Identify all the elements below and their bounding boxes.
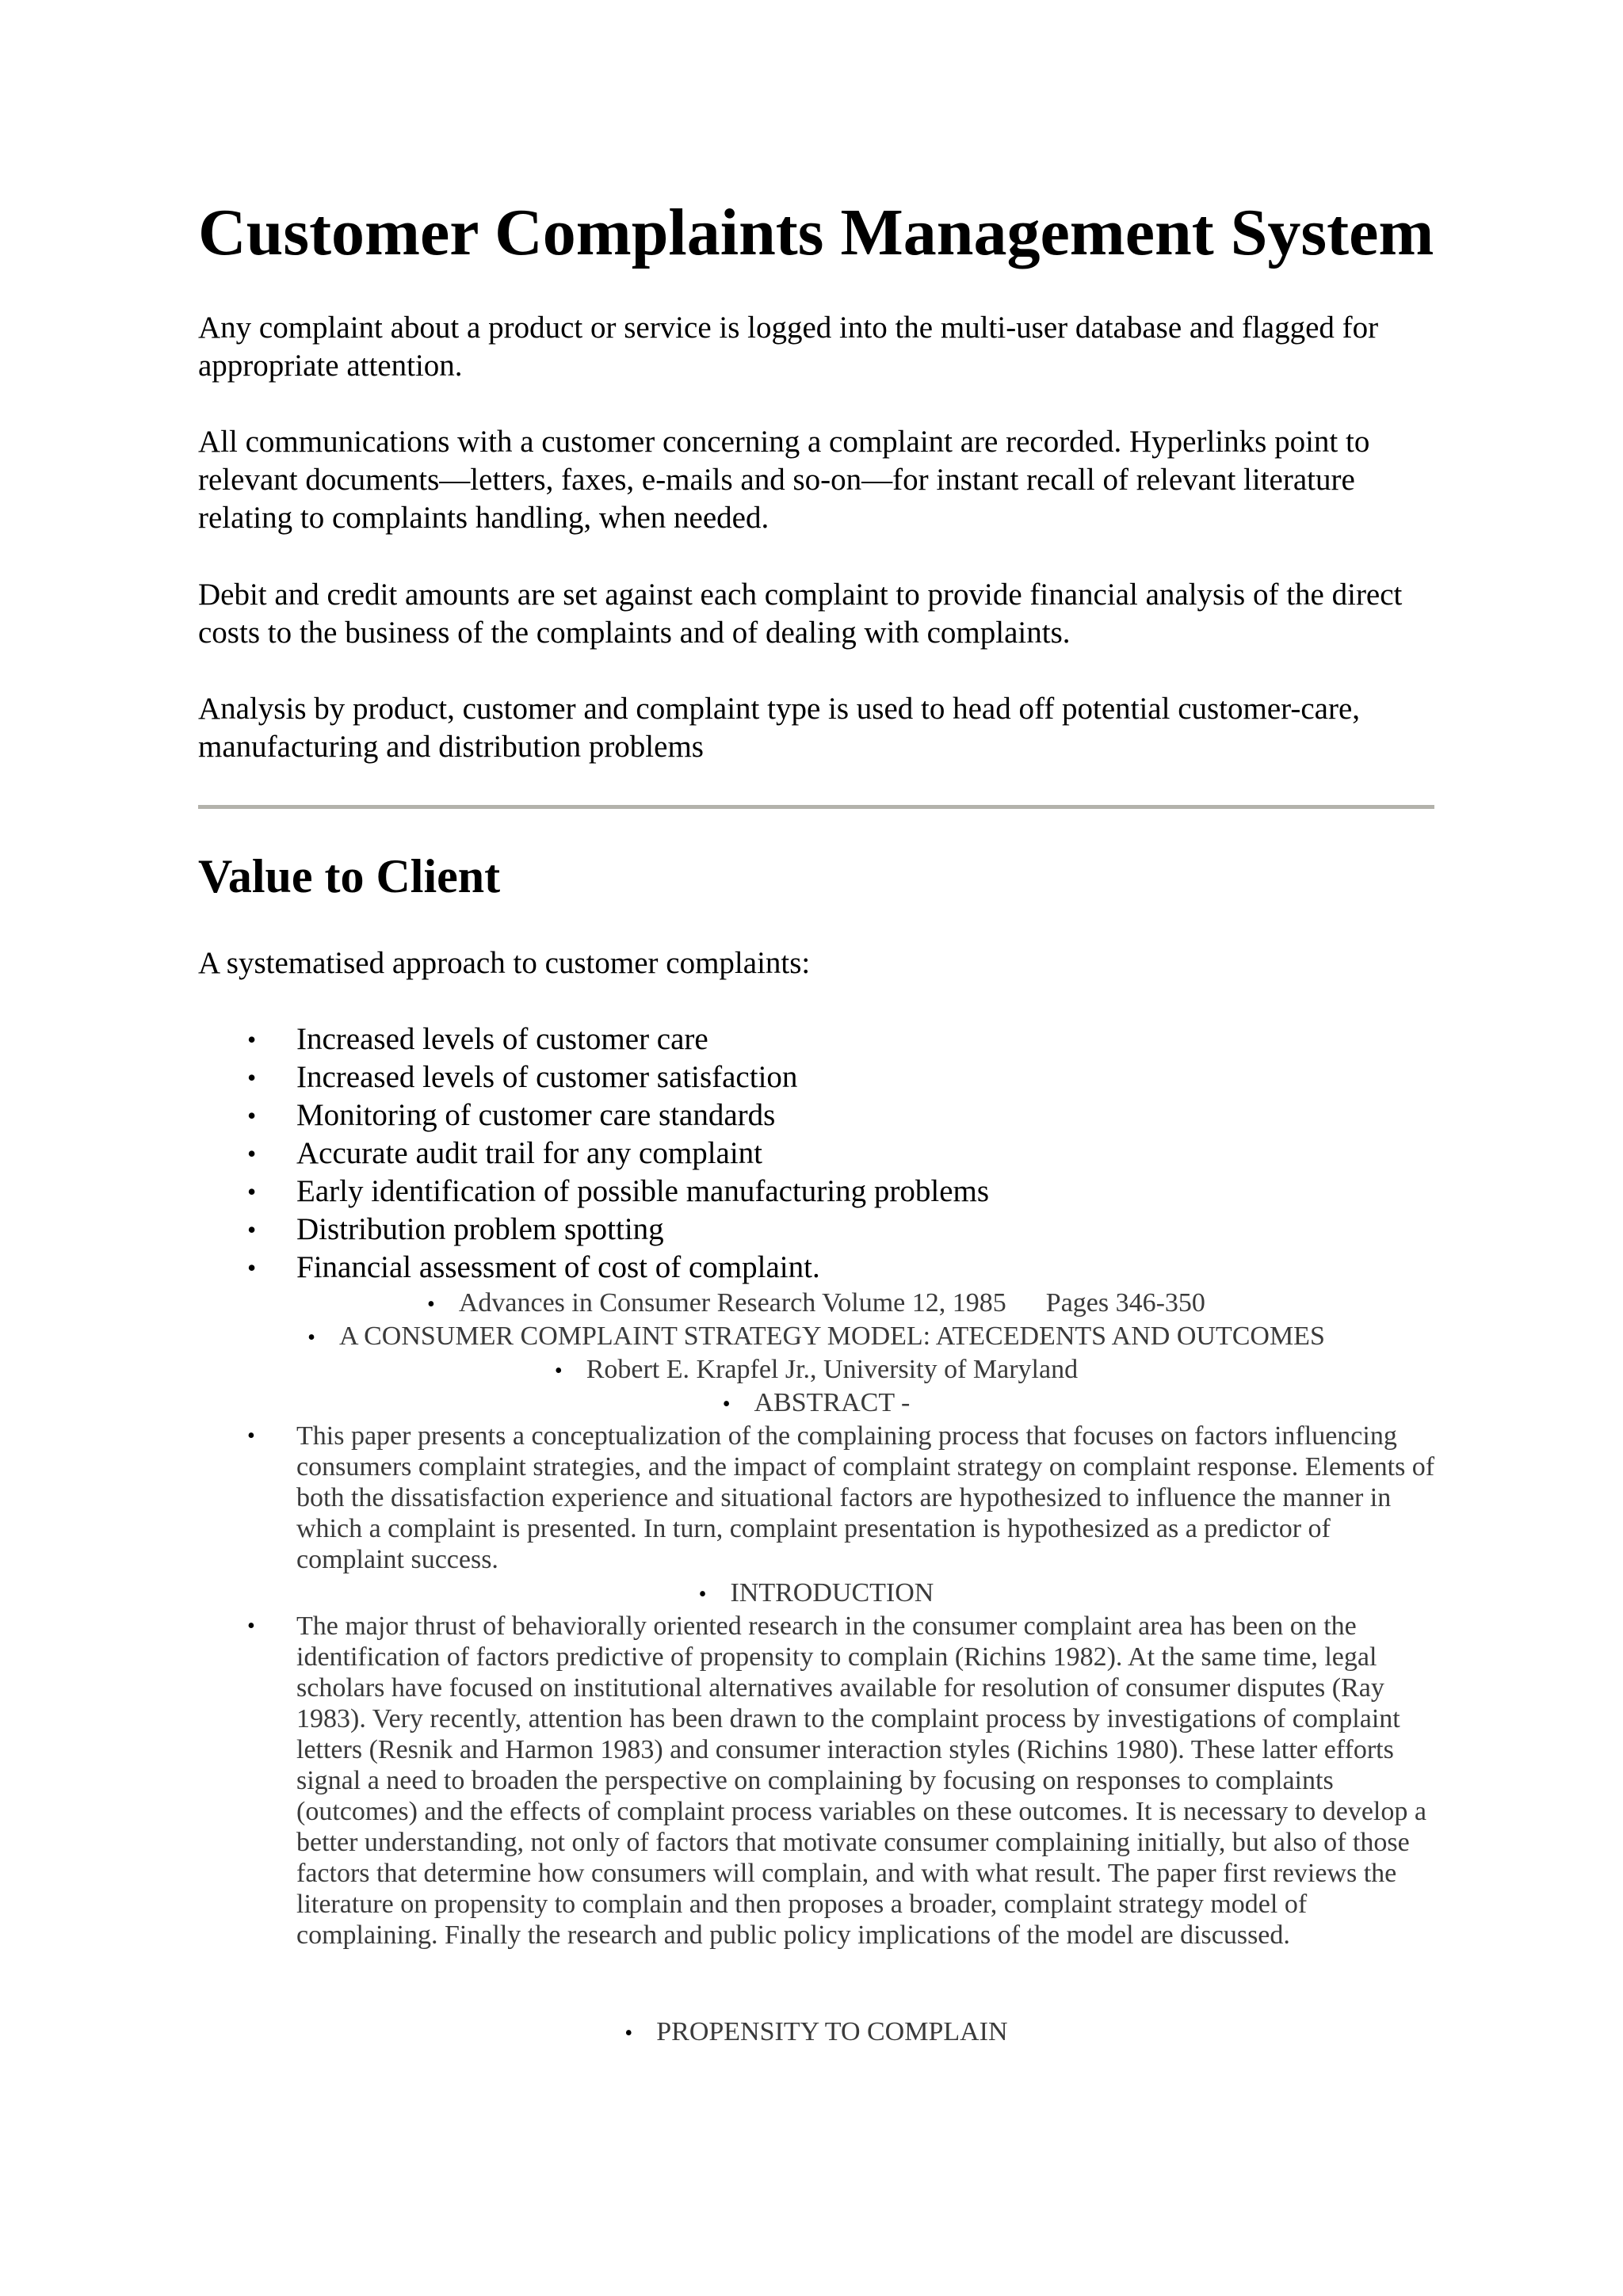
introduction-heading-line: [198, 1577, 1434, 1610]
list-item: • Accurate audit trail for any complaint: [198, 1135, 989, 1173]
list-item: • Early identification of possible manufacturing problems: [198, 1173, 989, 1211]
introduction-text: The major thrust of behaviorally oriented research in the consumer complaint area has been on the identification of factors predictive of propensity to complain (Richins 1982). At the same time, legal scholars have focused on institutional alternatives available for resolution of consumer disputes (Ray 1983). Very recently, attention has been drawn to the complaint process by investigations of complaint letters (Resnik and Harmon 1983) and consumer interaction styles (Richins 1980). These latter efforts signal a need to broaden the perspective on complaining by focusing on responses to complaints (outcomes) and the effects of complaint process variables on these outcomes. It is necessary to develop a better understanding, not only of factors that motivate consumer complaining initially, but also of those factors that determine how consumers will complain, and with what result. The paper first reviews the literature on propensity to complain and then proposes a broader, complaint strategy model of complaining. Finally the research and public policy implications of the model are discussed.: [296, 1611, 1426, 1950]
abstract-paragraph: [247, 1421, 1438, 1575]
list-item: • Monitoring of customer care standards: [198, 1097, 989, 1135]
section-divider: [198, 805, 1434, 809]
article-author: Robert E. Krapfel Jr., University of Maryland: [586, 1355, 1079, 1384]
bullet-icon: •: [554, 1359, 563, 1383]
list-item: • Distribution problem spotting: [198, 1211, 989, 1249]
bullet-icon: •: [698, 1582, 707, 1607]
article-pages: Pages 346-350: [1045, 1288, 1205, 1318]
list-item: • Increased levels of customer satisfaction: [198, 1058, 989, 1097]
benefits-list: [198, 1020, 989, 1287]
page-title: Customer Complaints Management System: [198, 196, 1434, 269]
intro-paragraph-2: All communications with a customer concerning a complaint are recorded. Hyperlinks point to relevant documents—letters, faxes, e-mails and so-on—for instant recall of relevant literature relating to complaints handling, when needed.: [198, 425, 1370, 535]
list-item: • Financial assessment of cost of complaint.: [198, 1249, 989, 1287]
bullet-icon: •: [307, 1325, 315, 1350]
introduction-paragraph: [247, 1611, 1438, 1951]
article-title-line: [198, 1321, 1434, 1353]
bullet-icon: •: [624, 2021, 633, 2046]
intro-paragraph-3: Debit and credit amounts are set against each complaint to provide financial analysis of the direct costs to the business of the complaints and of dealing with complaints.: [198, 578, 1403, 650]
bullet-icon: •: [247, 1424, 255, 1448]
abstract-heading-line: [198, 1387, 1434, 1420]
section-heading-value: Value to Client: [198, 850, 501, 902]
article-source-line: [198, 1287, 1434, 1320]
propensity-heading-line: [198, 2016, 1434, 2049]
bullet-icon: •: [427, 1292, 435, 1317]
bullet-icon: •: [722, 1392, 731, 1417]
introduction-heading: INTRODUCTION: [730, 1578, 934, 1608]
abstract-text: This paper presents a conceptualization of the complaining process that focuses on factors influencing consumers complaint strategies, and the impact of complaint strategy on complaint response. Elements of both the dissatisfaction experience and situational factors are hypothesized to influence the manner in which a complaint is presented. In turn, complaint presentation is hypothesized as a predictor of complaint success.: [296, 1421, 1435, 1574]
article-title: A CONSUMER COMPLAINT STRATEGY MODEL: ATECEDENTS AND OUTCOMES: [338, 1322, 1325, 1351]
list-item: • Increased levels of customer care: [198, 1020, 989, 1058]
propensity-heading: PROPENSITY TO COMPLAIN: [656, 2017, 1008, 2046]
intro-paragraph-1: Any complaint about a product or service is logged into the multi-user database and flagged for appropriate attention.: [198, 311, 1379, 383]
bullet-icon: •: [247, 1614, 255, 1638]
abstract-heading: ABSTRACT -: [754, 1388, 911, 1417]
intro-paragraph-4: Analysis by product, customer and complaint type is used to head off potential customer-care, manufacturing and distribution problems: [198, 692, 1361, 764]
article-source: Advances in Consumer Research Volume 12, 1985: [458, 1288, 1006, 1318]
value-lead-text: A systematised approach to customer complaints:: [198, 946, 811, 980]
article-author-line: [198, 1354, 1434, 1386]
